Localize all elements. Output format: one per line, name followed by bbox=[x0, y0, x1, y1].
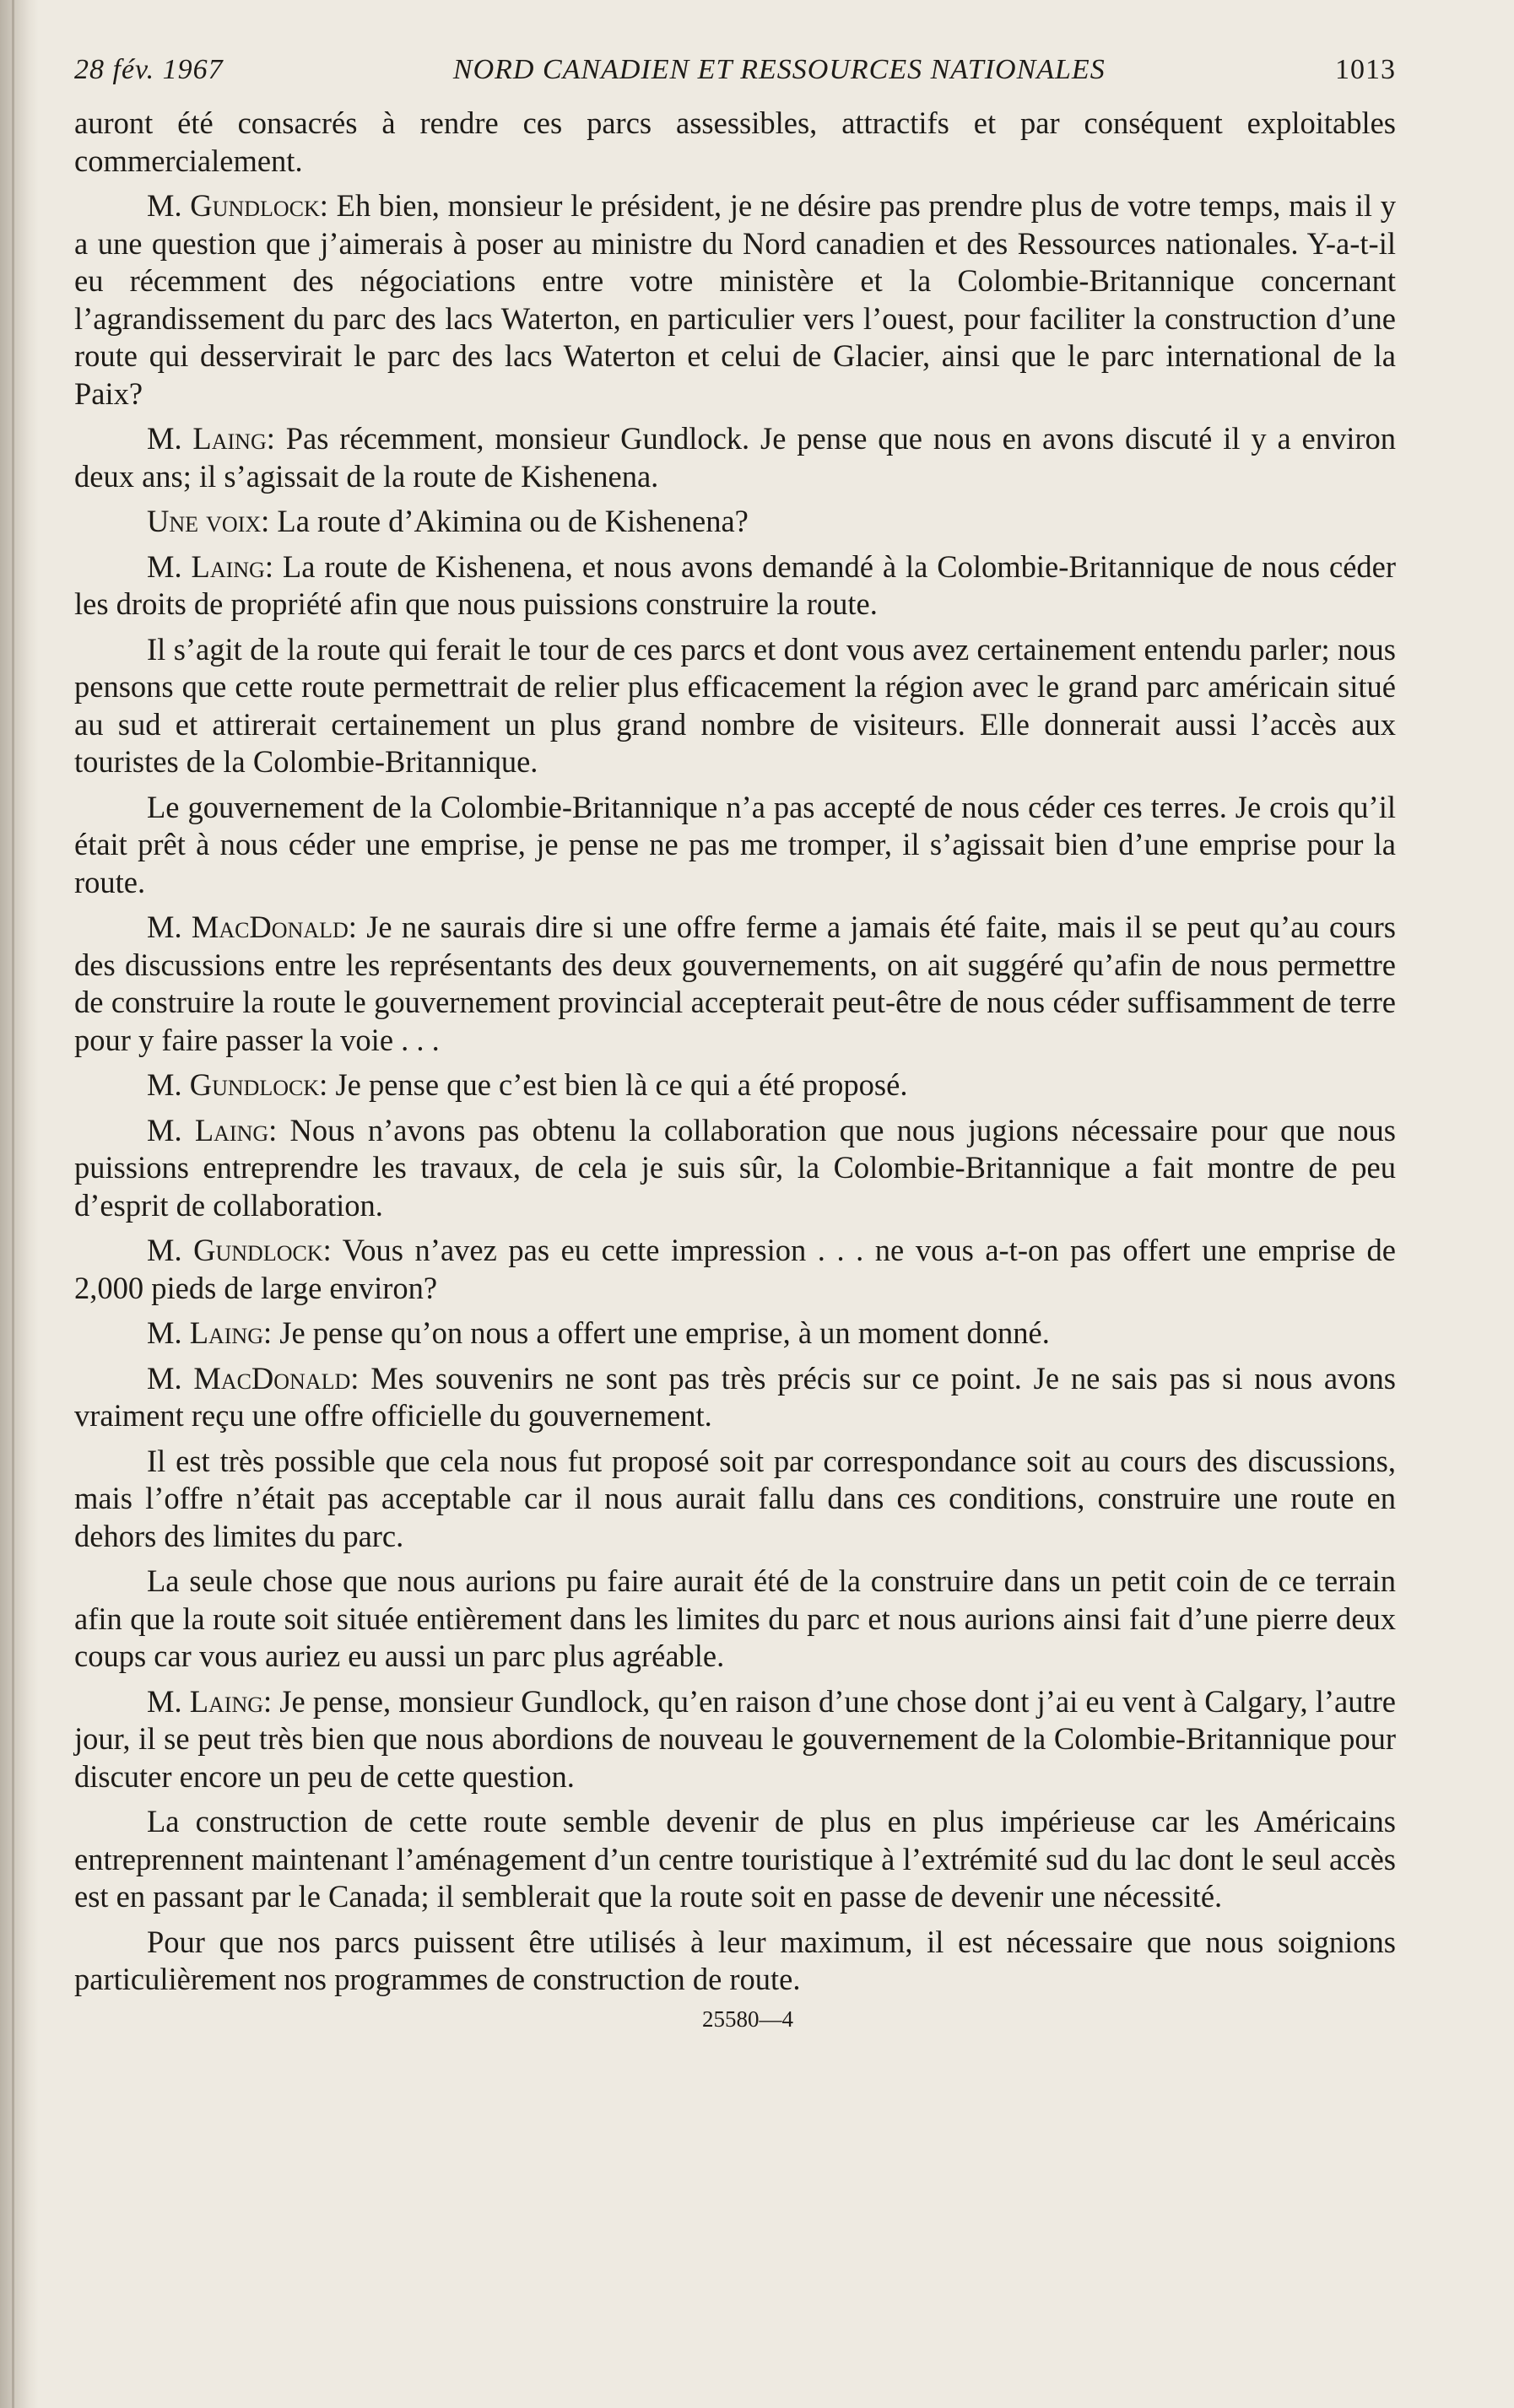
paragraph bbox=[74, 1683, 1396, 1796]
speaker-name: M. Laing: bbox=[147, 548, 273, 584]
paragraph-text: Pas récemment, monsieur Gundlock. Je pense que nous en avons discuté il y a environ deux ans; il s’agissait de la route de Kishenena. bbox=[74, 421, 1396, 494]
speaker-name: M. Laing: bbox=[147, 1112, 278, 1147]
paragraph-text: Pour que nos parcs puissent être utilisés à leur maximum, il est nécessaire que nous soignions particulièrement nos programmes de construction de route. bbox=[74, 1924, 1396, 1996]
paragraph-text: Mes souvenirs ne sont pas très précis sur ce point. Je ne sais pas si nous avons vraiment reçu une offre officielle du gouvernement. bbox=[74, 1360, 1397, 1433]
paragraph bbox=[74, 631, 1396, 781]
header-title: NORD CANADIEN ET RESSOURCES NATIONALES bbox=[452, 54, 1106, 85]
paragraph-text: Il s’agit de la route qui ferait le tour de ces parcs et dont vous avez certainement entendu parler; nous pensons que cette route permettrait de relier plus efficacement la région avec le grand parc américain situé au sud et attirerait certainement un plus grand nombre de visiteurs. Elle donnerait aussi l’accès aux touristes de la Colombie-Britannique. bbox=[74, 631, 1396, 779]
paragraph-text: auront été consacrés à rendre ces parcs assessibles, attractifs et par conséquent exploitables commercialement. bbox=[74, 105, 1396, 178]
paragraph bbox=[74, 548, 1396, 624]
paragraph-text: Je pense qu’on nous a offert une emprise, à un moment donné. bbox=[272, 1315, 1050, 1350]
speaker-name: M. Laing: bbox=[147, 1683, 273, 1719]
book-binding-edge bbox=[0, 0, 39, 2408]
paragraph bbox=[74, 187, 1396, 413]
speaker-name: M. MacDonald: bbox=[147, 1360, 360, 1396]
paragraph-text: La construction de cette route semble devenir de plus en plus impérieuse car les Américains entreprennent maintenant l’aménagement d’un centre touristique à l’extrémité sud du lac dont le seul accès est en passant par le Canada; il semblerait que la route soit en passe de devenir une nécessité. bbox=[74, 1804, 1396, 1914]
speaker-name: M. MacDonald: bbox=[147, 910, 357, 944]
speaker-name: M. Laing: bbox=[147, 421, 275, 456]
paragraph-text: Nous n’avons pas obtenu la collaboration que nous jugions nécessaire pour que nous puissions entreprendre les travaux, de cela je suis sûr, la Colombie-Britannique a fait montre de peu d’esprit de collaboration. bbox=[74, 1112, 1396, 1223]
paragraph-text: Je ne saurais dire si une offre ferme a jamais été faite, mais il se peut qu’au cours des discussions entre les représentants des deux gouvernements, on ait suggéré qu’afin de nous permettre de construire la route le gouvernement provincial accepterait peut-être de nous céder suffisamment de terre pour y faire passer la voie . . . bbox=[74, 910, 1397, 1057]
paragraph-text: Le gouvernement de la Colombie-Britannique n’a pas accepté de nous céder ces terres. Je crois qu’il était prêt à nous céder une emprise, je pense ne pas me tromper, il s’agissait bien d’une emprise pour la route. bbox=[74, 789, 1396, 899]
paragraph bbox=[74, 1232, 1396, 1307]
paragraph bbox=[74, 1315, 1396, 1352]
paragraph-text: La seule chose que nous aurions pu faire aurait été de la construire dans un petit coin de ce terrain afin que la route soit située entièrement dans les limites du parc et nous aurions ainsi fait d’une pierre deux coups car vous auriez eu aussi un parc plus agréable. bbox=[74, 1563, 1396, 1673]
speaker-name: M. Gundlock: bbox=[147, 1067, 328, 1102]
speaker-name: M. Laing: bbox=[147, 1315, 273, 1350]
paragraph-text: La route de Kishenena, et nous avons demandé à la Colombie-Britannique de nous céder les droits de propriété afin que nous puissions construire la route. bbox=[74, 548, 1396, 621]
body-text bbox=[74, 105, 1396, 1999]
binding-line bbox=[12, 0, 14, 2408]
paragraph-text: Je pense que c’est bien là ce qui a été proposé. bbox=[327, 1067, 908, 1102]
paragraph-text: Il est très possible que cela nous fut proposé soit par correspondance soit au cours des discussions, mais l’offre n’était pas acceptable car il nous aurait fallu dans ces conditions, construire une route en dehors des limites du parc. bbox=[74, 1443, 1396, 1553]
paragraph bbox=[74, 420, 1396, 495]
speaker-name: M. Gundlock: bbox=[147, 188, 328, 223]
paragraph-text: Eh bien, monsieur le président, je ne désire pas prendre plus de votre temps, mais il y a une question que j’aimerais à poser au ministre du Nord canadien et des Ressources nationales. Y-a-t-il eu récemment des négociations entre votre ministère et la Colombie-Britannique concernant l’agrandissement du parc des lacs Waterton, en particulier vers l’ouest, pour faciliter la construction d’une route qui desservirait le parc des lacs Waterton et celui de Glacier, ainsi que le parc international de la Paix? bbox=[74, 188, 1396, 411]
paragraph bbox=[74, 789, 1396, 902]
page-number: 1013 bbox=[1335, 54, 1396, 85]
paragraph-text: La route d’Akimina ou de Kishenena? bbox=[269, 504, 749, 538]
page bbox=[74, 54, 1396, 2033]
paragraph bbox=[74, 1924, 1396, 1999]
speaker-name: Une voix: bbox=[147, 504, 270, 538]
paragraph bbox=[74, 909, 1396, 1059]
paragraph bbox=[74, 1803, 1396, 1916]
paragraph-text: Je pense, monsieur Gundlock, qu’en raison d’une chose dont j’ai eu vent à Calgary, l’autre jour, il se peut très bien que nous abordions de nouveau le gouvernement de la Colombie-Britannique pour discuter encore un peu de cette question. bbox=[74, 1683, 1396, 1794]
running-header bbox=[74, 54, 1396, 86]
speaker-name: M. Gundlock: bbox=[147, 1233, 332, 1267]
printer-signature: 25580—4 bbox=[702, 2006, 793, 2032]
paragraph-text: Vous n’avez pas eu cette impression . . . ne vous a-t-on pas offert une emprise de 2,000 pieds de large environ? bbox=[74, 1233, 1396, 1305]
paragraph bbox=[74, 105, 1396, 180]
paragraph bbox=[74, 503, 1396, 541]
paragraph bbox=[74, 1443, 1396, 1556]
paragraph bbox=[74, 1563, 1396, 1676]
paragraph bbox=[74, 1066, 1396, 1104]
paragraph bbox=[74, 1112, 1396, 1225]
header-date: 28 fév. 1967 bbox=[74, 54, 224, 85]
paragraph bbox=[74, 1360, 1396, 1435]
